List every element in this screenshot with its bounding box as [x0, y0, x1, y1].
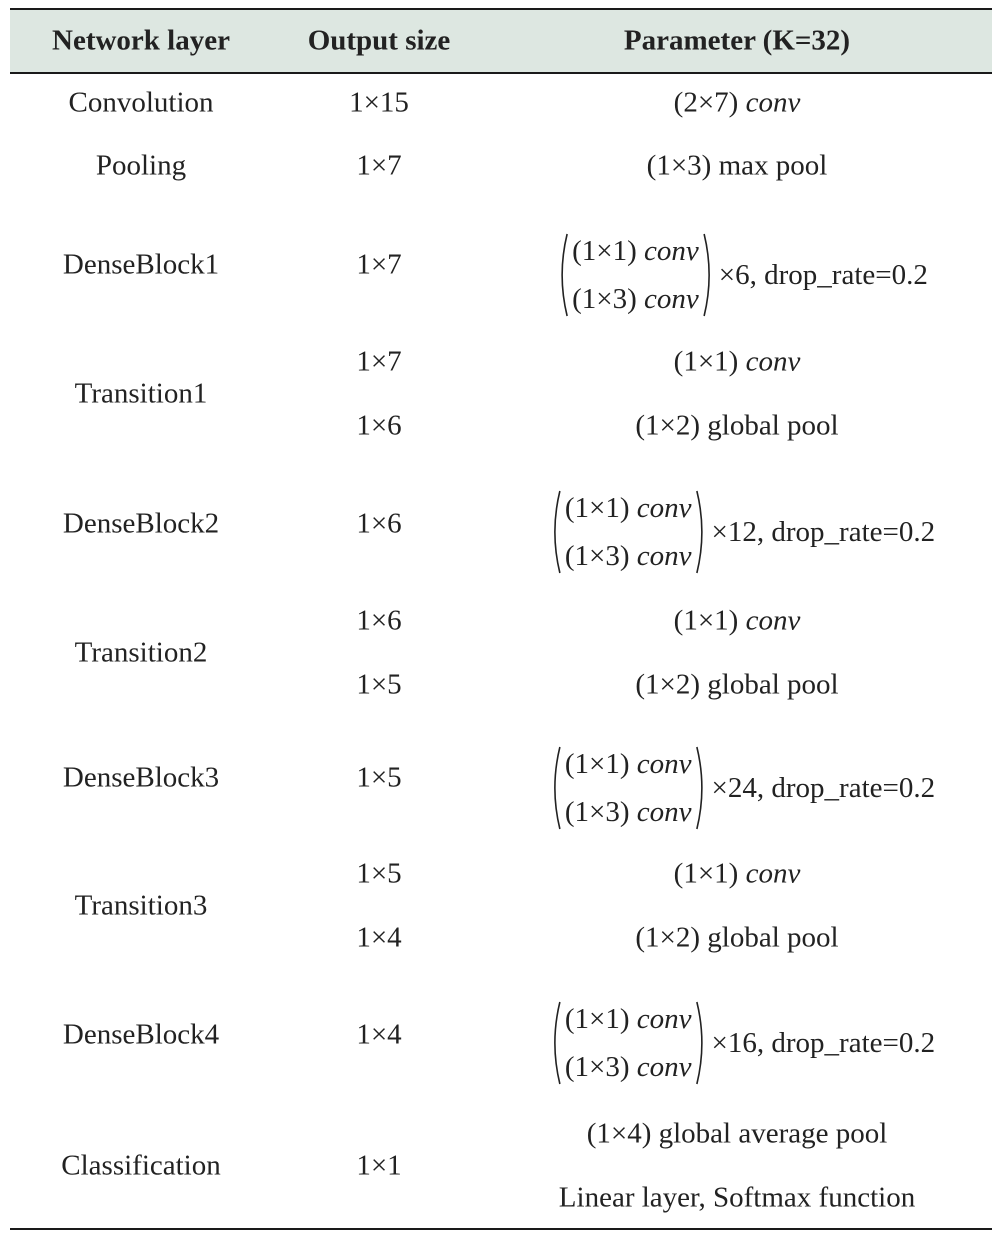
left-paren: [549, 490, 561, 574]
row-transition2-size-a: 1×6: [356, 604, 402, 637]
row-transition1-param-a: (1×1) conv: [673, 345, 801, 378]
header-rule: [10, 72, 992, 74]
row-dense3-param: [549, 746, 935, 830]
right-paren: [696, 490, 708, 574]
dense3-matrix-row2: (1×3) conv: [564, 796, 692, 828]
row-convolution-param: (2×7) conv: [673, 86, 801, 119]
header-network-layer: Network layer: [52, 24, 230, 57]
header-parameter: Parameter (K=32): [623, 24, 851, 57]
header-output-size: Output size: [307, 24, 451, 57]
dense1-repeat: ×6, drop_rate=0.2: [718, 258, 928, 291]
row-transition2-param-b: (1×2) global pool: [635, 668, 839, 701]
row-transition2-param-a: (1×1) conv: [673, 604, 801, 637]
row-dense1-param: [556, 233, 928, 317]
row-pooling-param: (1×3) max pool: [646, 149, 828, 182]
dense4-matrix-row1: (1×1) conv: [564, 1003, 692, 1035]
row-classification-param-b: Linear layer, Softmax function: [558, 1181, 916, 1214]
dense1-matrix-row1: (1×1) conv: [572, 235, 699, 267]
row-dense2-size: 1×6: [356, 507, 402, 540]
row-dense1-size: 1×7: [356, 248, 402, 281]
left-paren: [549, 746, 561, 830]
dense2-repeat: ×12, drop_rate=0.2: [711, 515, 936, 548]
row-transition1-layer: Transition1: [74, 377, 208, 410]
row-transition3-param-a: (1×1) conv: [673, 857, 801, 890]
row-dense4-size: 1×4: [356, 1018, 402, 1051]
row-transition3-size-a: 1×5: [356, 857, 402, 890]
row-pooling-layer: Pooling: [95, 149, 187, 182]
dense2-matrix-row1: (1×1) conv: [564, 492, 692, 524]
row-dense4-layer: DenseBlock4: [62, 1018, 220, 1051]
dense2-matrix-row2: (1×3) conv: [564, 540, 692, 572]
dense3-matrix-row1: (1×1) conv: [564, 748, 692, 780]
row-transition1-size-a: 1×7: [356, 345, 402, 378]
row-convolution-layer: Convolution: [68, 86, 214, 119]
row-classification-layer: Classification: [61, 1149, 221, 1182]
bottom-rule: [10, 1228, 992, 1230]
row-transition1-size-b: 1×6: [356, 409, 402, 442]
left-paren: [556, 233, 568, 317]
row-dense1-layer: DenseBlock1: [62, 248, 220, 281]
row-transition1-param-b: (1×2) global pool: [635, 409, 839, 442]
row-transition2-layer: Transition2: [74, 636, 208, 669]
row-dense3-layer: DenseBlock3: [62, 761, 220, 794]
dense1-matrix-row2: (1×3) conv: [572, 283, 699, 315]
row-transition2-size-b: 1×5: [356, 668, 402, 701]
row-dense3-size: 1×5: [356, 761, 402, 794]
row-classification-size: 1×1: [356, 1149, 402, 1182]
right-paren: [703, 233, 715, 317]
right-paren: [696, 1001, 708, 1085]
row-transition3-size-b: 1×4: [356, 921, 402, 954]
row-convolution-size: 1×15: [349, 86, 409, 119]
left-paren: [549, 1001, 561, 1085]
row-transition3-param-b: (1×2) global pool: [635, 921, 839, 954]
row-pooling-size: 1×7: [356, 149, 402, 182]
row-transition3-layer: Transition3: [74, 889, 208, 922]
dense4-repeat: ×16, drop_rate=0.2: [711, 1026, 936, 1059]
right-paren: [696, 746, 708, 830]
dense3-repeat: ×24, drop_rate=0.2: [711, 771, 936, 804]
dense4-matrix-row2: (1×3) conv: [564, 1051, 692, 1083]
row-dense2-layer: DenseBlock2: [62, 507, 220, 540]
row-dense4-param: [549, 1001, 935, 1085]
row-dense2-param: [549, 490, 935, 574]
row-classification-param-a: (1×4) global average pool: [586, 1117, 888, 1150]
